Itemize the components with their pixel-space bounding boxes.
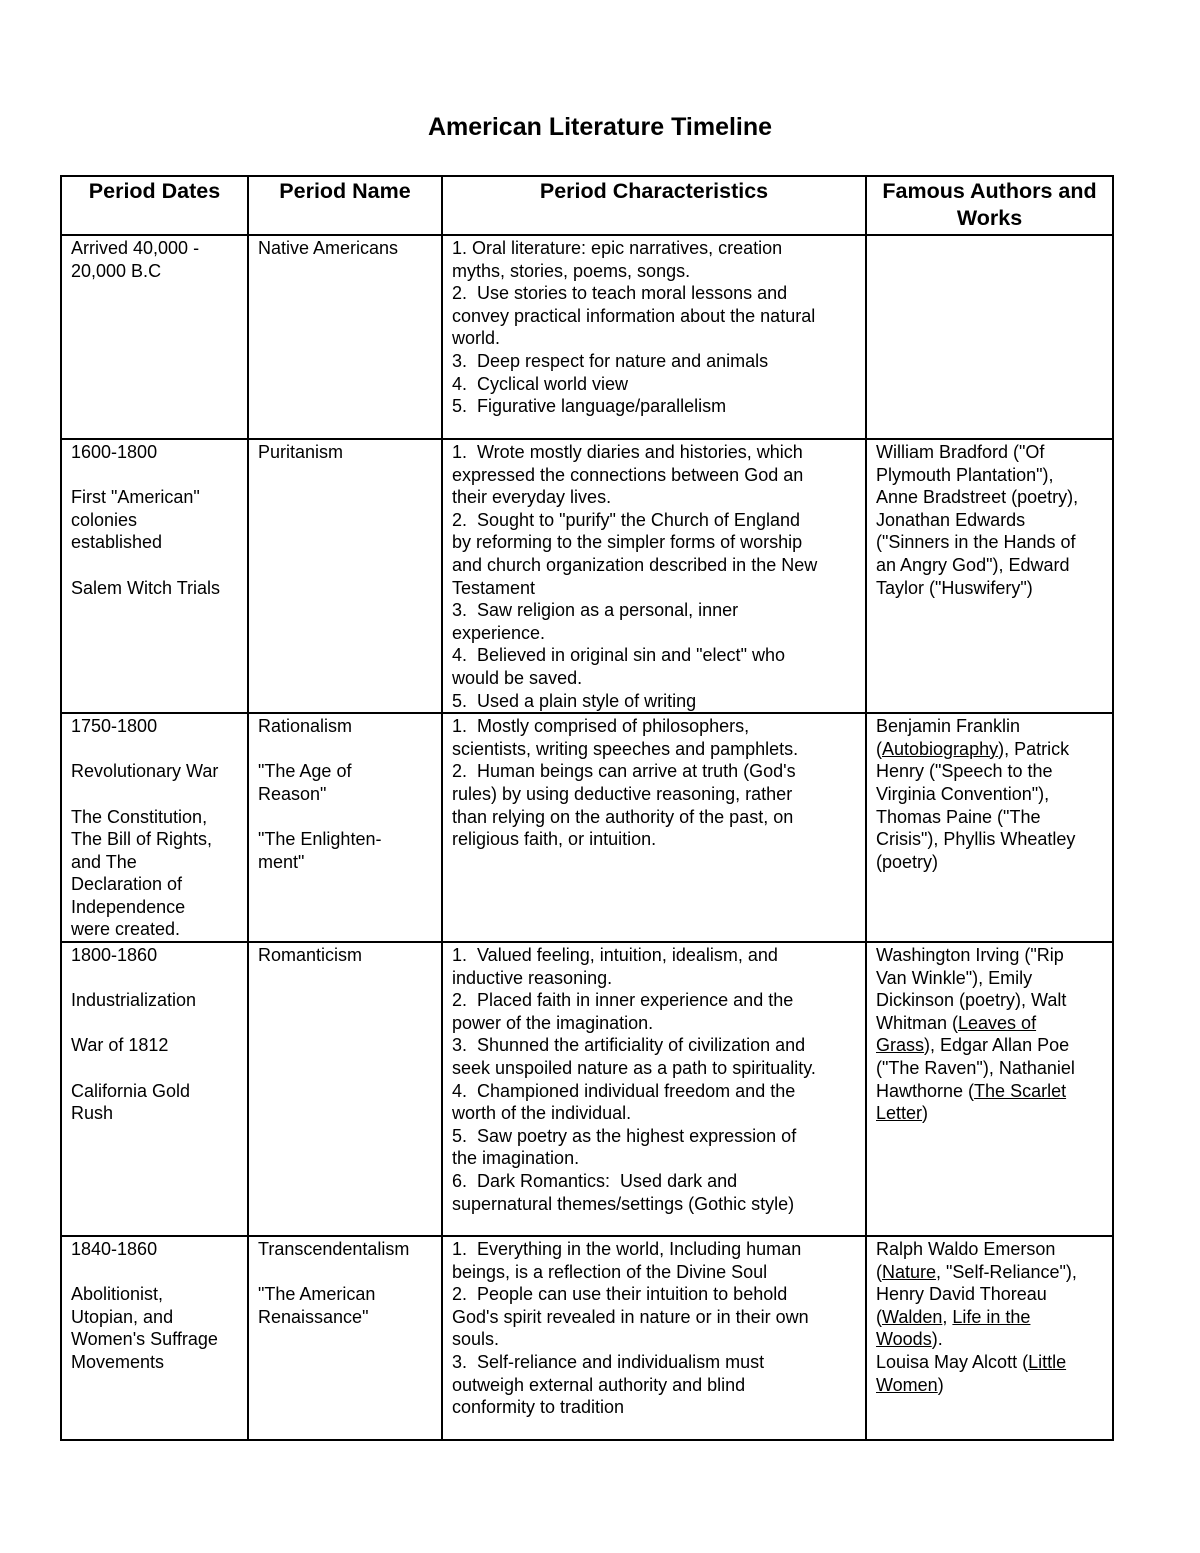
text-line: rules) by using deductive reasoning, rather — [452, 783, 793, 804]
text-line: God's spirit revealed in nature or in their own — [452, 1306, 809, 1327]
text-line: than relying on the authority of the past, on — [452, 806, 794, 827]
work-title: Autobiography — [882, 738, 999, 759]
text-line: conformity to tradition — [452, 1397, 625, 1418]
text-line — [71, 554, 238, 577]
work-title: Grass — [876, 1035, 925, 1056]
text-fragment: ( — [876, 1261, 882, 1282]
text-line: 4. Cyclical world view — [452, 373, 629, 394]
text-line: and The — [71, 851, 137, 872]
period-characteristics-cell — [442, 713, 866, 942]
period-name-cell — [248, 235, 442, 439]
text-line: Native Americans — [258, 238, 399, 258]
text-line — [876, 1328, 1103, 1351]
text-line: 1750-1800 — [71, 716, 158, 737]
text-line: Van Winkle"), Emily — [876, 967, 1033, 988]
text-line — [876, 1351, 1103, 1374]
text-line: Puritanism — [258, 442, 344, 462]
text-line: established — [71, 532, 163, 553]
text-line: 1. Everything in the world, Including human — [452, 1239, 802, 1260]
text-line: Virginia Convention"), — [876, 783, 1050, 804]
text-line: Arrived 40,000 - — [71, 238, 200, 258]
text-fragment: , — [942, 1306, 953, 1327]
header-row — [61, 176, 1113, 235]
text-line: Declaration of — [71, 874, 183, 895]
text-line: Rush — [71, 1103, 114, 1124]
period-name-cell — [248, 713, 442, 942]
text-line: by reforming to the simpler forms of worship — [452, 532, 803, 553]
text-line: "The Age of — [258, 761, 352, 782]
timeline-table — [60, 175, 1114, 1441]
table-row — [61, 1236, 1113, 1440]
header-famous-authors: Famous Authors and Works — [866, 176, 1113, 235]
text-line: 3. Deep respect for nature and animals — [452, 350, 769, 371]
text-line: experience. — [452, 622, 546, 643]
text-line: 2. Human beings can arrive at truth (God's — [452, 761, 796, 782]
text-line: 1. Oral literature: epic narratives, creation — [452, 238, 783, 258]
text-line — [876, 1080, 1103, 1103]
text-line: Romanticism — [258, 945, 363, 966]
text-line: 5. Used a plain style of writing — [452, 690, 697, 711]
period-dates-cell — [61, 713, 248, 942]
work-title: Women — [876, 1374, 938, 1395]
text-line — [71, 783, 238, 806]
text-line: Revolutionary War — [71, 761, 219, 782]
text-line: Ralph Waldo Emerson — [876, 1239, 1056, 1260]
text-fragment: ( — [876, 738, 882, 759]
text-fragment: ), Edgar Allan Poe — [924, 1035, 1070, 1056]
text-line: 1840-1860 — [71, 1239, 158, 1260]
table-row — [61, 439, 1113, 713]
text-line: (poetry) — [876, 851, 939, 872]
text-line: 3. Saw religion as a personal, inner — [452, 600, 739, 621]
text-line: ("Sinners in the Hands of — [876, 532, 1076, 553]
text-line: 5. Figurative language/parallelism — [452, 396, 727, 417]
text-fragment: Whitman ( — [876, 1012, 959, 1033]
table-row — [61, 713, 1113, 942]
period-characteristics-cell — [442, 942, 866, 1236]
text-fragment: ) — [922, 1103, 929, 1124]
period-name-cell — [248, 439, 442, 713]
work-title: Walden — [882, 1306, 943, 1327]
text-line: The Constitution, — [71, 806, 208, 827]
text-line: 6. Dark Romantics: Used dark and — [452, 1171, 738, 1191]
text-line — [876, 1374, 1103, 1397]
text-line: Anne Bradstreet (poetry), — [876, 487, 1079, 508]
text-fragment: ), Patrick — [998, 738, 1070, 759]
text-line: Plymouth Plantation"), — [876, 464, 1054, 485]
text-line: and church organization described in the New — [452, 554, 818, 575]
work-title: Leaves of — [958, 1012, 1037, 1033]
text-line: world. — [452, 328, 501, 349]
work-title: Little — [1028, 1352, 1067, 1373]
text-line: expressed the connections between God an — [452, 464, 804, 485]
text-line — [71, 738, 238, 761]
text-line: 1800-1860 — [71, 945, 158, 966]
text-line: 2. Use stories to teach moral lessons and — [452, 283, 788, 304]
text-line: Taylor ("Huswifery") — [876, 577, 1033, 598]
text-line: Renaissance" — [258, 1306, 369, 1327]
text-line: power of the imagination. — [452, 1012, 654, 1033]
header-period-dates: Period Dates — [61, 176, 248, 235]
text-line — [258, 1261, 432, 1284]
text-line: convey practical information about the natural — [452, 305, 816, 326]
text-line: seek unspoiled nature as a path to spirituality. — [452, 1058, 816, 1079]
text-line: religious faith, or intuition. — [452, 829, 657, 850]
period-characteristics-cell — [442, 439, 866, 713]
text-line: 4. Championed individual freedom and the — [452, 1080, 796, 1101]
text-line: worth of the individual. — [452, 1103, 632, 1124]
text-line: myths, stories, poems, songs. — [452, 260, 691, 281]
table-row — [61, 235, 1113, 439]
text-line — [71, 1261, 238, 1284]
text-line: Utopian, and — [71, 1306, 174, 1327]
period-characteristics-cell — [442, 235, 866, 439]
text-line: 1. Mostly comprised of philosophers, — [452, 716, 750, 737]
text-line: Transcendentalism — [258, 1239, 410, 1260]
text-line: 20,000 B.C — [71, 260, 162, 281]
text-line: 2. People can use their intuition to behold — [452, 1284, 788, 1305]
period-dates-cell — [61, 439, 248, 713]
text-line: Reason" — [258, 783, 327, 804]
text-line: 1. Valued feeling, intuition, idealism, and — [452, 945, 778, 966]
text-line: War of 1812 — [71, 1035, 169, 1056]
period-dates-cell — [61, 1236, 248, 1440]
text-line: "The Enlighten- — [258, 829, 382, 850]
text-line: scientists, writing speeches and pamphlets. — [452, 738, 799, 759]
text-fragment: ( — [876, 1306, 882, 1327]
period-dates-cell — [61, 942, 248, 1236]
text-line: 1. Wrote mostly diaries and histories, which — [452, 442, 803, 462]
text-line — [876, 1306, 1103, 1329]
text-line: Dickinson (poetry), Walt — [876, 990, 1067, 1011]
text-line — [876, 1034, 1103, 1057]
text-line — [258, 738, 432, 761]
text-line: Henry ("Speech to the — [876, 761, 1053, 782]
text-line: Independence — [71, 896, 186, 917]
text-line: 5. Saw poetry as the highest expression of — [452, 1125, 797, 1146]
table-row — [61, 942, 1113, 1236]
text-line: California Gold — [71, 1080, 191, 1101]
text-line: Henry David Thoreau — [876, 1284, 1047, 1305]
famous-authors-cell — [866, 713, 1113, 942]
famous-authors-cell — [866, 1236, 1113, 1440]
text-line: 4. Believed in original sin and "elect" who — [452, 645, 785, 666]
text-line: ("The Raven"), Nathaniel — [876, 1058, 1075, 1079]
text-line: Industrialization — [71, 990, 197, 1011]
text-line: 1600-1800 — [71, 442, 158, 462]
period-name-cell — [248, 1236, 442, 1440]
page-title: American Literature Timeline — [427, 113, 773, 141]
text-line: 3. Self-reliance and individualism must — [452, 1352, 765, 1373]
text-line: inductive reasoning. — [452, 967, 613, 988]
text-line: The Bill of Rights, — [71, 829, 213, 850]
text-line: outweigh external authority and blind — [452, 1374, 746, 1395]
text-line — [71, 967, 238, 990]
text-line: William Bradford ("Of — [876, 442, 1045, 462]
header-period-name: Period Name — [248, 176, 442, 235]
work-title: Life in the — [952, 1306, 1031, 1327]
text-line: Benjamin Franklin — [876, 716, 1021, 737]
text-line: their everyday lives. — [452, 487, 612, 508]
text-line: Women's Suffrage — [71, 1329, 218, 1350]
text-line: souls. — [452, 1329, 500, 1350]
text-line: 2. Sought to "purify" the Church of England — [452, 509, 800, 530]
text-fragment: ). — [931, 1329, 943, 1350]
period-dates-cell — [61, 235, 248, 439]
header-period-characteristics: Period Characteristics — [442, 176, 866, 235]
famous-authors-cell — [866, 439, 1113, 713]
text-line: beings, is a reflection of the Divine Soul — [452, 1261, 768, 1282]
text-fragment: Louisa May Alcott ( — [876, 1352, 1029, 1373]
period-name-cell — [248, 942, 442, 1236]
text-fragment: Hawthorne ( — [876, 1080, 975, 1101]
text-line — [876, 1261, 1103, 1284]
text-line — [258, 806, 432, 829]
text-line — [876, 1012, 1103, 1035]
text-fragment: , "Self-Reliance"), — [936, 1261, 1077, 1282]
text-line: were created. — [71, 919, 181, 940]
text-line — [71, 1057, 238, 1080]
text-line: supernatural themes/settings (Gothic style) — [452, 1193, 795, 1214]
text-line — [71, 464, 238, 487]
text-line: Crisis"), Phyllis Wheatley — [876, 829, 1076, 850]
text-line: Jonathan Edwards — [876, 509, 1026, 530]
period-characteristics-cell — [442, 1236, 866, 1440]
text-line: would be saved. — [452, 667, 583, 688]
text-line: 2. Placed faith in inner experience and the — [452, 990, 794, 1011]
text-line: Rationalism — [258, 716, 353, 737]
text-line: Testament — [452, 577, 536, 598]
work-title: Letter — [876, 1103, 923, 1124]
text-line: Abolitionist, — [71, 1284, 164, 1305]
text-fragment: ) — [937, 1374, 944, 1395]
text-line: an Angry God"), Edward — [876, 554, 1070, 575]
text-line: First "American" — [71, 487, 200, 508]
text-line: the imagination. — [452, 1148, 580, 1169]
text-line: Thomas Paine ("The — [876, 806, 1041, 827]
text-line — [876, 1102, 1103, 1125]
work-title: The Scarlet — [974, 1080, 1067, 1101]
text-line — [876, 738, 1103, 761]
work-title: Nature — [882, 1261, 937, 1282]
text-line: ment" — [258, 851, 305, 872]
text-line: Washington Irving ("Rip — [876, 945, 1064, 966]
famous-authors-cell — [866, 942, 1113, 1236]
text-line — [71, 1012, 238, 1035]
text-line: "The American — [258, 1284, 376, 1305]
text-line: colonies — [71, 509, 138, 530]
work-title: Woods — [876, 1329, 932, 1350]
text-line: Salem Witch Trials — [71, 577, 221, 598]
famous-authors-cell — [866, 235, 1113, 439]
text-line: 3. Shunned the artificiality of civilization and — [452, 1035, 806, 1056]
text-line: Movements — [71, 1352, 165, 1373]
